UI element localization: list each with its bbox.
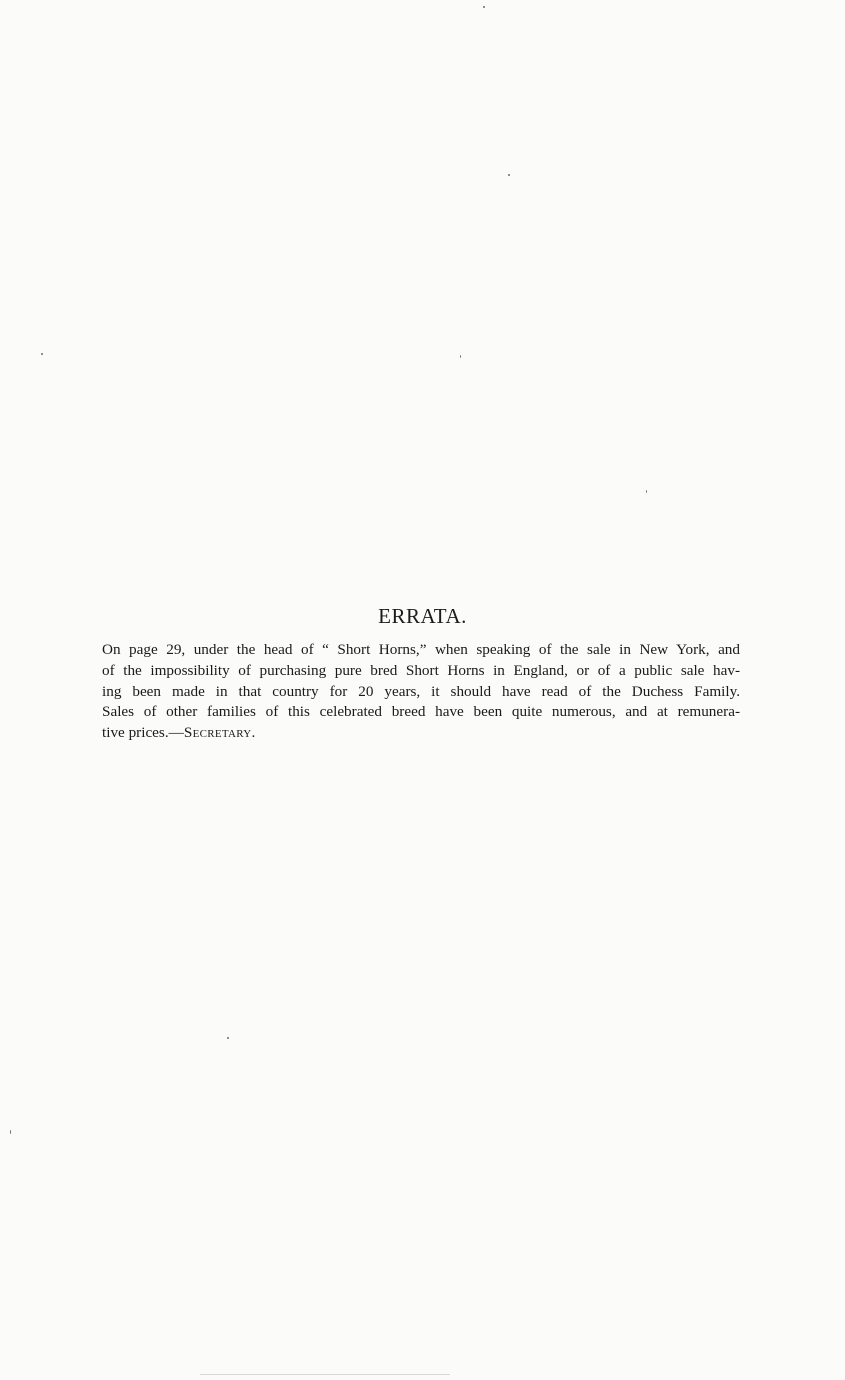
paragraph-last-line xyxy=(102,723,740,744)
scan-speck xyxy=(508,174,510,176)
paragraph-line: On page 29, under the head of “ Short Horns,” when speaking of the sale in New York, and xyxy=(102,641,740,658)
signature: Secretary. xyxy=(183,724,256,742)
paragraph-line: of the impossibility of purchasing pure bred Short Horns in England, or of a public sale hav- xyxy=(102,661,740,679)
scan-speck xyxy=(646,490,647,493)
scan-speck xyxy=(41,353,43,355)
errata-paragraph xyxy=(102,640,740,744)
scan-speck xyxy=(483,6,485,8)
paragraph-line: ing been made in that country for 20 years, it should have read of the Duchess Family. xyxy=(102,682,740,700)
scan-speck xyxy=(227,1037,229,1039)
scan-speck xyxy=(460,355,461,358)
page-edge-mark xyxy=(200,1374,450,1375)
paragraph-line-text: tive prices.— xyxy=(102,724,184,742)
errata-heading: ERRATA. xyxy=(378,604,467,628)
scan-speck xyxy=(10,1130,11,1134)
paragraph-line: Sales of other families of this celebrated breed have been quite numerous, and at remunera- xyxy=(102,703,740,721)
